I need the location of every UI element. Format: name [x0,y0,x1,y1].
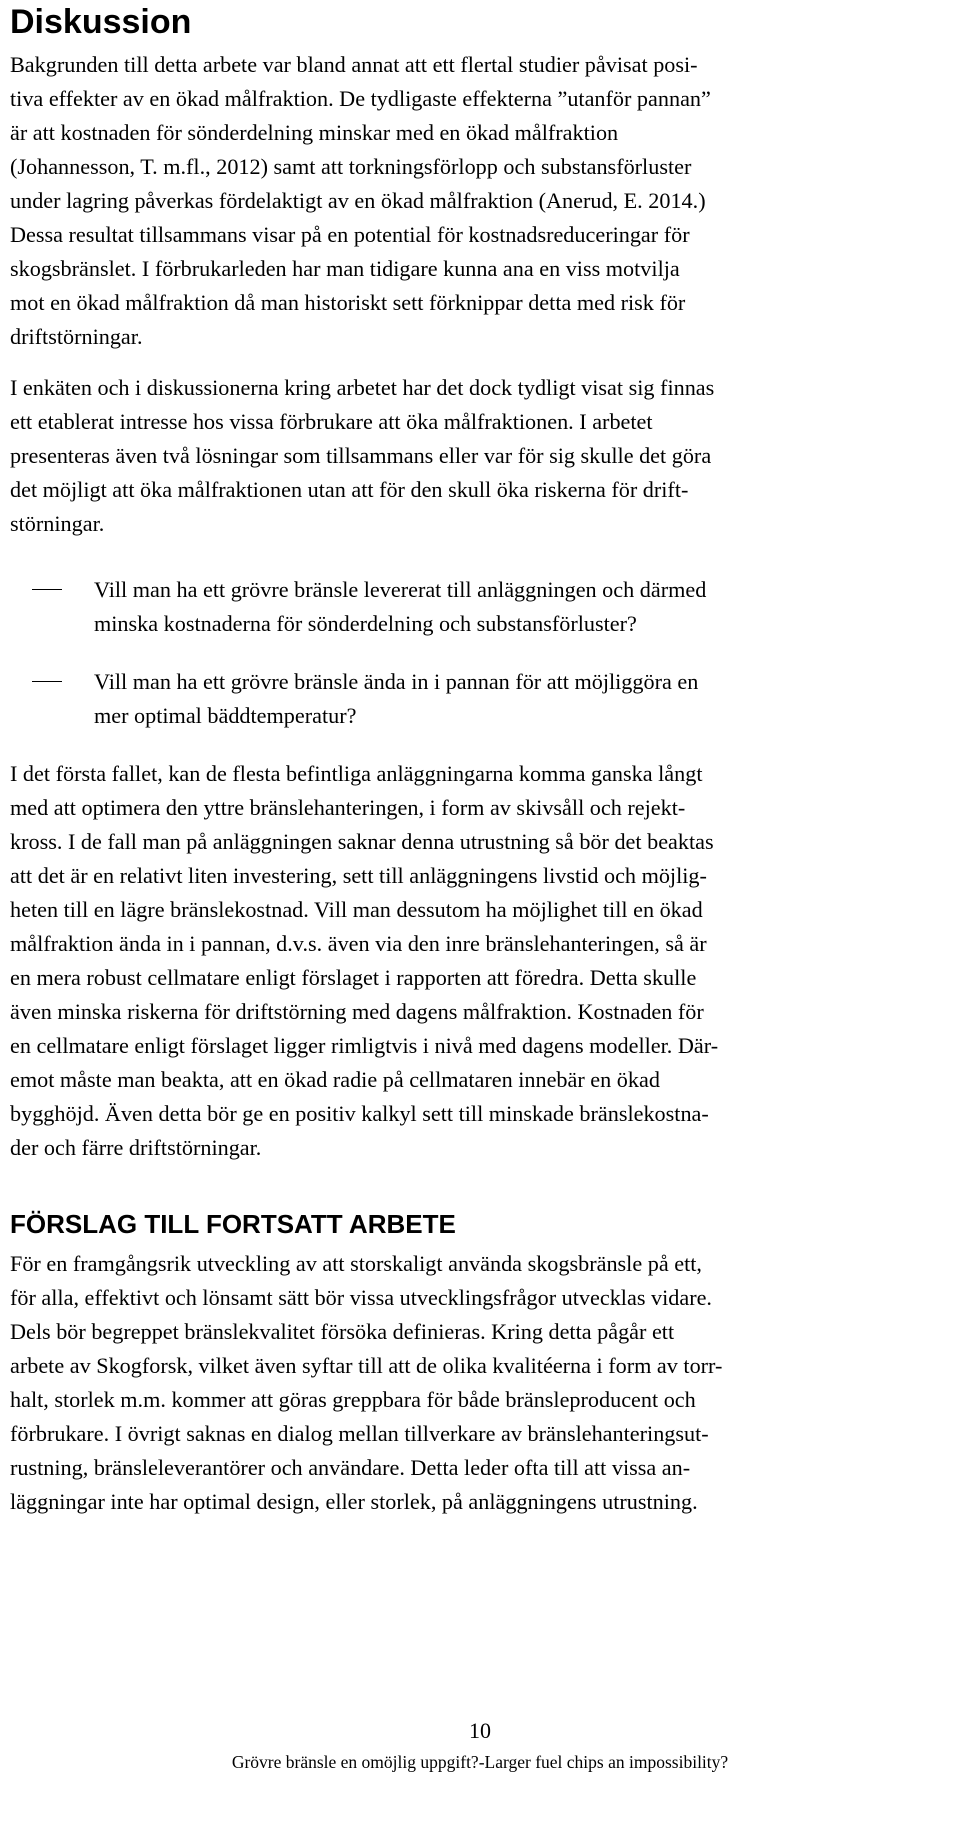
text-line: målfraktion ända in i pannan, d.v.s. även via den inre bränslehanteringen, så är [10,931,707,956]
text-line: en cellmatare enligt förslaget ligger rimligtvis i nivå med dagens modeller. Där- [10,1033,719,1058]
text-line: heten till en lägre bränslekostnad. Vill man dessutom ha möjlighet till en ökad [10,897,703,922]
text-line: (Johannesson, T. m.fl., 2012) samt att torkningsförlopp och substansförluster [10,154,692,179]
text-line: ett etablerat intresse hos vissa förbrukare att öka målfraktionen. I arbetet [10,409,653,434]
text-line: för alla, effektivt och lönsamt sätt bör vissa utvecklingsfrågor utvecklas vidare. [10,1285,712,1310]
paragraph-background [10,48,925,354]
text-line: Bakgrunden till detta arbete var bland annat att ett flertal studier påvisat posi- [10,52,698,77]
text-line: der och färre driftstörningar. [10,1135,262,1160]
text-line: en mera robust cellmatare enligt förslaget i rapporten att föredra. Detta skulle [10,965,697,990]
text-line: presenteras även två lösningar som tillsammans eller var för sig skulle det göra [10,443,712,468]
dash-bullet-icon [32,681,62,682]
paragraph-further-work [10,1247,925,1519]
text-line: skogsbränslet. I förbrukarleden har man tidigare kunna ana en viss motvilja [10,256,680,281]
document-content [10,0,925,1519]
text-line: kross. I de fall man på anläggningen saknar denna utrustning så bör det beaktas [10,829,714,854]
list-item [10,665,925,733]
text-line: Vill man ha ett grövre bränsle levererat till anläggningen och därmed [94,577,707,602]
text-line: För en framgångsrik utveckling av att storskaligt använda skogsbränsle på ett, [10,1251,702,1276]
text-line: Vill man ha ett grövre bränsle ända in i pannan för att möjliggöra en [94,669,699,694]
text-line: tiva effekter av en ökad målfraktion. De tydligaste effekterna ”utanför pannan” [10,86,711,111]
text-line: Dessa resultat tillsammans visar på en potential för kostnadsreduceringar för [10,222,690,247]
subsection-heading: FÖRSLAG TILL FORTSATT ARBETE [10,1209,456,1239]
paragraph-survey [10,371,925,541]
running-footer-title: Grövre bränsle en omöjlig uppgift?-Larger fuel chips an impossibility? [231,1752,729,1772]
text-line: mer optimal bäddtemperatur? [94,703,357,728]
text-line: minska kostnaderna för sönderdelning och substansförluster? [94,611,637,636]
text-line: förbrukare. I övrigt saknas en dialog mellan tillverkare av bränslehanteringsut- [10,1421,709,1446]
text-line: driftstörningar. [10,324,143,349]
text-line: rustning, bränsleleverantörer och användare. Detta leder ofta till att vissa an- [10,1455,691,1480]
text-line: halt, storlek m.m. kommer att göras greppbara för både bränsleproducent och [10,1387,696,1412]
text-line: att det är en relativt liten investering, sett till anläggningens livstid och möjlig- [10,863,707,888]
list-item [10,573,925,641]
text-line: bygghöjd. Även detta bör ge en positiv kalkyl sett till minskade bränslekostna- [10,1101,709,1126]
text-line: är att kostnaden för sönderdelning minskar med en ökad målfraktion [10,120,619,145]
text-line: mot en ökad målfraktion då man historiskt sett förknippar detta med risk för [10,290,686,315]
section-heading: Diskussion [10,3,192,41]
text-line: Dels bör begreppet bränslekvalitet försöka definieras. Kring detta pågår ett [10,1319,675,1344]
text-line: även minska riskerna för driftstörning med dagens målfraktion. Kostnaden för [10,999,704,1024]
text-line: störningar. [10,511,105,536]
text-line: I enkäten och i diskussionerna kring arbetet har det dock tydligt visat sig finnas [10,375,715,400]
dash-bullet-icon [32,589,62,590]
paragraph-first-case [10,757,925,1165]
question-list [10,573,925,733]
text-line: med att optimera den yttre bränslehanteringen, i form av skivsåll och rejekt- [10,795,686,820]
page-number: 10 [469,1718,491,1743]
text-line: I det första fallet, kan de flesta befintliga anläggningarna komma ganska långt [10,761,703,786]
text-line: under lagring påverkas fördelaktigt av en ökad målfraktion (Anerud, E. 2014.) [10,188,706,213]
text-line: arbete av Skogforsk, vilket även syftar till att de olika kvalitéerna i form av torr- [10,1353,723,1378]
text-line: det möjligt att öka målfraktionen utan att för den skull öka riskerna för drift- [10,477,689,502]
text-line: läggningar inte har optimal design, eller storlek, på anläggningens utrustning. [10,1489,698,1514]
text-line: emot måste man beakta, att en ökad radie på cellmataren innebär en ökad [10,1067,660,1092]
